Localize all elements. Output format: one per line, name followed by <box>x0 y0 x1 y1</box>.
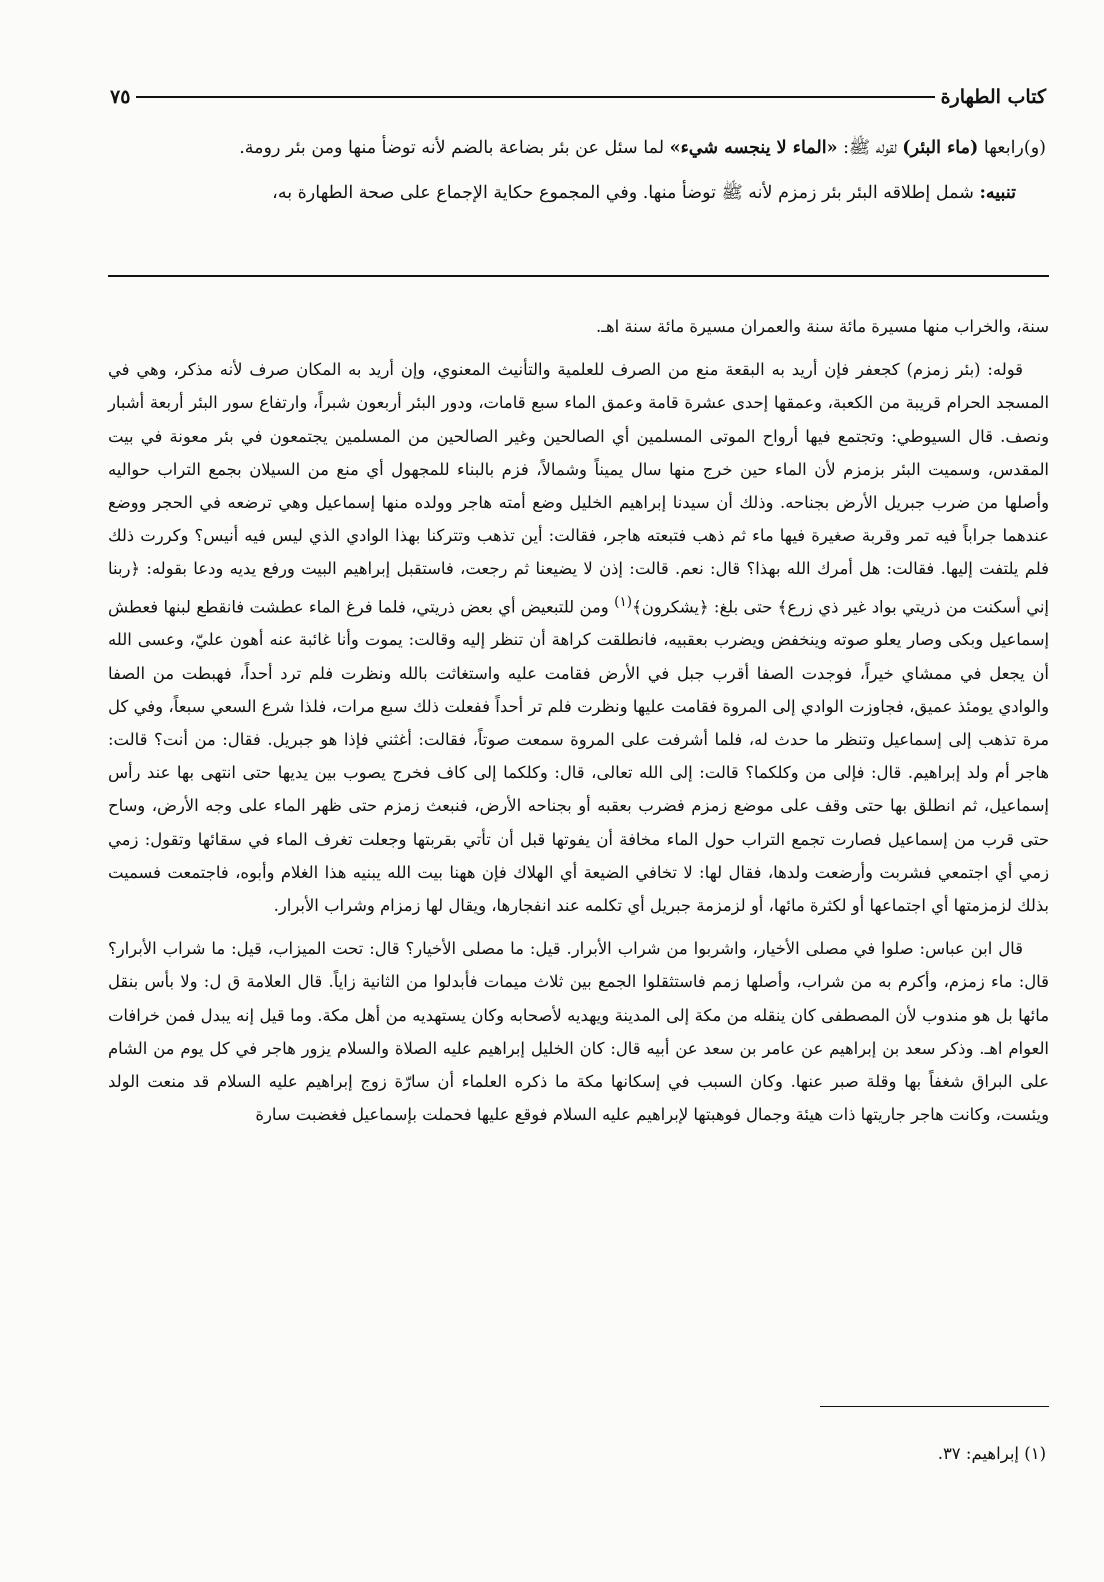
tanbih-label: تنبيه: <box>979 183 1016 203</box>
commentary-paragraph: قوله: (بئر زمزم) كجعفر فإن أريد به البقعة منع من الصرف للعلمية والتأنيث المعنوي، وإن أريد به المكان صرف لأنه مذكر، وهي في المسجد الحرام قريبة من الكعبة، وعمقها إحدى عشرة قامة وعمق الماء سبع قامات، ودور البئر أربعون شبراً، وارتفاع سور البئر أربعة أشبار ونصف. قال السيوطي: وتجتمع فيها أرواح الموتى المسلمين أي الصالحين وغير الصالحين من المسلمين يجتمعون في بئر معونة في بيت المقدس، وسميت البئر بزمزم لأن الماء حين خرج منها سال يميناً وشمالاً، فزم بالبناء للمجهول أي منع من السيلان بجمع التراب حواليه وأصلها من ضرب جبريل الأرض بجناحه. وذلك أن سيدنا إبراهيم الخليل وضع أمته هاجر وولده منها إسماعيل وهي ترضعه في الحجر ووضع عندهما جراباً فيه تمر وقربة صغيرة فيها ماء ثم ذهب فتبعته هاجر، فقالت: أين تذهب وتتركنا بهذا الوادي الذي ليس فيه أنيس؟ وكررت ذلك فلم يلتفت إليها. فقالت: هل أمرك الله بهذا؟ قال: نعم. قالت: إذن لا يضيعنا ثم رجعت، فاستقبل إبراهيم البيت ورفع يديه ودعا بقوله: ﴿ربنا إني أسكنت من ذريتي بواد غير ذي زرع﴾ حتى بلغ: ﴿يشكرون﴾$^{(١)}$ ومن للتبعيض أي بعض ذريتي، فلما فرغ الماء عطشت فانقطع لبنها فعطش إسماعيل وبكى وصار يعلو صوته وينخفض ويضرب بعقبيه، فانطلقت كراهة أن تنظر إليه وقالت: يموت وأنا غائبة عنه أهون عليّ، وعسى الله أن يجعل في ممشاي خيراً، فوجدت الصفا أقرب جبل في الأرض فقامت عليه واستغاثت بالله ونظرت فلم ترد أحداً، فهبطت من الصفا والوادي يومئذ عميق، فجاوزت الوادي إلى المروة فقامت عليها ونظرت فلم تر أحداً ففعلت ذلك سبع مرات، فلذا شرع السعي سبعاً، وفي كل مرة تذهب إلى إسماعيل وتنظر ما حدث له، فلما أشرفت على المروة سمعت صوتاً، فقالت: أغثني فإذا هو جبريل. فقال: من أنت؟ قالت: هاجر أم ولد إبراهيم. قال: فإلى من وكلكما؟ قالت: إلى الله تعالى، قال: وكلكما إلى كاف فخرج يصوب بين يديها حتى انتهى بها عند رأس إسماعيل، ثم انطلق بها حتى وقف على موضع زمزم فضرب بعقبه أو بجناحه الأرض، فنبعث زمزم حتى ظهر الماء على وجه الأرض، وساح حتى قرب من إسماعيل فصارت تجمع التراب حول الماء مخافة أن يفوتها قبل أن تأتي بقربتها وجعلت تغرف الماء في سقائها وتقول: زمي زمي أي اجتمعي فشربت وأرضعت ولدها، فقال لها: لا تخافي الضيعة أي الهلاك فإن ههنا بيت الله يبنيه هذا الغلام وأبوه، فاجتمعت فسميت بذلك لزمزمتها أي اجتماعها أو لكثرة مائها، أو لزمزمة جبريل أي تكلمه عند انفجارها، ويقال لها زمزام وشراب الأبرار. <box>108 360 1049 915</box>
tanbih-note: تنبيه: شمل إطلاقه البئر بئر زمزم لأنه ﷺ توضأ منها. وفي المجموع حكاية الإجماع على صحة الطهارة به، <box>272 183 1016 203</box>
commentary-text <box>108 310 1049 1131</box>
matn-paragraph: (و)رابعها (ماء البئر) لقوله ﷺ: «الماء لا ينجسه شيء» لما سئل عن بئر بضاعة بالضم لأنه توضأ منها ومن بئر رومة. <box>239 138 1046 158</box>
main-text <box>110 126 1046 216</box>
commentary-paragraph: قال ابن عباس: صلوا في مصلى الأخيار، واشربوا من شراب الأبرار. قيل: ما مصلى الأخيار؟ قال: تحت الميزاب، قيل: ما شراب الأبرار؟ قال: ماء زمزم، وأكرم به من شراب، وأصلها زمم فاستثقلوا الجمع بين ثلاث ميمات فأبدلوا من الثانية زاياً. قال العلامة ق ل: ولا بأس بنقل مائها بل هو مندوب لأن المصطفى كان ينقله من مكة إلى المدينة ويهديه لأصحابه وكان يستهديه من أهل مكة. وما قيل إنه يبدل فمن خرافات العوام اهـ. وذكر سعد بن إبراهيم عن عامر بن سعد عن أبيه قال: كان الخليل إبراهيم عليه الصلاة والسلام يزور هاجر في كل يوم من الشام على البراق شغفاً بها وقلة صبر عنها. وكان السبب في إسكانها مكة ما ذكره العلماء أن سارّة زوج إبراهيم عليه السلام قد منعت الولد ويئست، وكانت هاجر جاريتها ذات هيئة وجمال فوهبتها لإبراهيم عليه السلام فوقع عليها فحملت بإسماعيل فغضبت سارة <box>108 939 1049 1125</box>
page-number: ٧٥ <box>110 86 131 108</box>
hadith-quote: «الماء لا ينجسه شيء» <box>669 138 838 158</box>
book-title: كتاب الطهارة <box>940 86 1046 108</box>
header-rule <box>136 96 934 98</box>
matn-bold-term: (ماء البئر) <box>902 138 979 158</box>
footnote-rule <box>820 1406 1049 1407</box>
section-divider <box>108 275 1049 277</box>
running-header <box>110 80 1046 114</box>
footnote-ref: (١) <box>614 593 633 610</box>
commentary-paragraph: سنة، والخراب منها مسيرة مائة سنة والعمران مسيرة مائة سنة اهـ. <box>595 317 1049 336</box>
footnote: (١) إبراهيم: ٣٧. <box>937 1444 1046 1463</box>
